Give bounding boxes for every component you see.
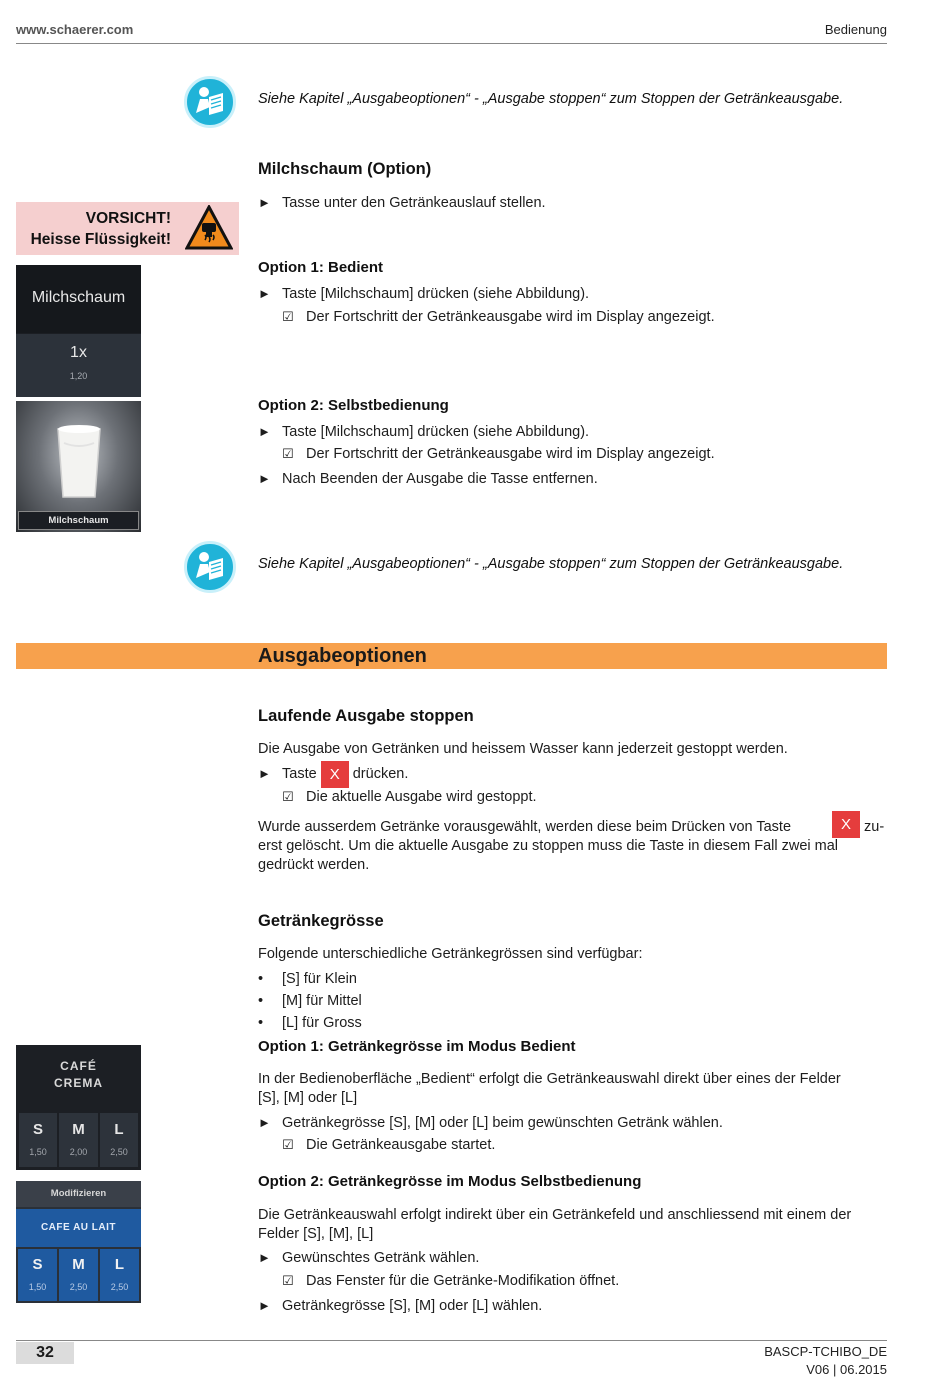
option2-step: ► Taste [Milchschaum] drücken (siehe Abbildung). <box>258 424 590 440</box>
size-price: 1,50 <box>28 1282 47 1292</box>
option1-step: ► Taste [Milchschaum] drücken (siehe Abbildung). <box>258 286 590 302</box>
stop-intro: Die Ausgabe von Getränken und heissem Wasser kann jederzeit gestoppt werden. <box>258 741 788 757</box>
stop-x-button-inline[interactable]: X <box>832 811 860 838</box>
aulait-size-m-button[interactable] <box>59 1249 98 1301</box>
size-price: 2,50 <box>69 1282 88 1292</box>
size-option2-step2: ► Getränkegrösse [S], [M] oder [L] wählen. <box>258 1298 543 1314</box>
size-option1-step: ► Getränkegrösse [S], [M] oder [L] beim gewünschten Getränk wählen. <box>258 1115 723 1131</box>
hot-liquid-warning-icon <box>185 205 233 251</box>
crema-size-l-button[interactable] <box>100 1113 138 1167</box>
manual-info-icon <box>184 541 236 593</box>
option2-self-title: Option 2: Selbstbedienung <box>258 397 449 414</box>
size-intro: Folgende unterschiedliche Getränkegrössen sind verfügbar: <box>258 946 643 962</box>
milk-glass-icon <box>54 423 104 501</box>
milchschaum-button-label: Milchschaum <box>31 289 126 306</box>
milchschaum-quantity-button[interactable] <box>16 334 141 397</box>
stop-reference-note-2: Siehe Kapitel „Ausgabeoptionen“ - „Ausgabe stoppen“ zum Stoppen der Getränkeausgabe. <box>258 556 844 572</box>
size-letter: M <box>72 1256 85 1273</box>
stop-result: ☑ Die aktuelle Ausgabe wird gestoppt. <box>282 789 537 805</box>
size-option2-result: ☑ Das Fenster für die Getränke-Modifikation öffnet. <box>282 1273 620 1289</box>
option2-step-remove-cup: ► Nach Beenden der Ausgabe die Tasse entfernen. <box>258 471 598 487</box>
size-option1-para-l1: In der Bedienoberfläche „Bedient“ erfolgt die Getränkeauswahl direkt über eines der Felder <box>258 1071 841 1087</box>
milchschaum-self-label: Milchschaum <box>18 511 139 530</box>
header-divider <box>16 43 887 44</box>
milchschaum-title: Milchschaum (Option) <box>258 160 432 178</box>
document-id: BASCP-TCHIBO_DE <box>764 1344 887 1359</box>
stop-x-button[interactable]: X <box>321 761 349 788</box>
size-letter: S <box>32 1256 43 1273</box>
caution-box <box>16 202 239 255</box>
size-option2-title: Option 2: Getränkegrösse im Modus Selbstbedienung <box>258 1173 642 1190</box>
milchschaum-display <box>16 265 141 397</box>
size-item-m: • [M] für Mittel <box>258 993 362 1009</box>
size-price: 2,50 <box>110 1147 128 1157</box>
size-item-s: • [S] für Klein <box>258 971 357 987</box>
cafe-crema-title-l2: CREMA <box>54 1076 103 1090</box>
cafe-au-lait-modify-display <box>16 1181 141 1303</box>
size-item-l: • [L] für Gross <box>258 1015 362 1031</box>
stop-paragraph-line3: gedrückt werden. <box>258 857 370 873</box>
price-label: 1,20 <box>69 371 88 381</box>
stop-step: ► Taste X drücken. <box>258 760 408 788</box>
document-version: V06 | 06.2015 <box>806 1362 887 1377</box>
caution-heading: VORSICHT! <box>85 210 171 227</box>
option1-bedient-title: Option 1: Bedient <box>258 259 383 276</box>
size-letter: M <box>72 1121 85 1138</box>
section-header-bar <box>16 643 887 669</box>
size-price: 2,50 <box>110 1282 129 1292</box>
quantity-label: 1x <box>70 344 87 361</box>
stop-paragraph-hyphen: zu- <box>864 819 885 835</box>
cafe-crema-display <box>16 1045 141 1170</box>
aulait-size-l-button[interactable] <box>100 1249 139 1301</box>
page-number: 32 <box>16 1342 74 1364</box>
crema-size-m-button[interactable] <box>59 1113 98 1167</box>
size-price: 1,50 <box>29 1147 47 1157</box>
step-place-cup: ► Tasse unter den Getränkeauslauf stellen. <box>258 195 546 211</box>
cafe-crema-title-l1: CAFÉ <box>60 1059 97 1073</box>
size-option2-para-l1: Die Getränkeauswahl erfolgt indirekt über ein Getränkefeld und anschliessend mit einem der <box>258 1207 852 1223</box>
option2-result: ☑ Der Fortschritt der Getränkeausgabe wird im Display angezeigt. <box>282 446 715 462</box>
option1-result: ☑ Der Fortschritt der Getränkeausgabe wird im Display angezeigt. <box>282 309 715 325</box>
size-option1-title: Option 1: Getränkegrösse im Modus Bedient <box>258 1038 576 1055</box>
stop-paragraph-line1: Wurde ausserdem Getränke vorausgewählt, werden diese beim Drücken von Taste <box>258 819 792 835</box>
size-letter: S <box>32 1121 43 1138</box>
size-letter: L <box>114 1121 124 1138</box>
cafe-au-lait-title: CAFE AU LAIT <box>16 1209 141 1247</box>
size-option2-step1: ► Gewünschtes Getränk wählen. <box>258 1250 480 1266</box>
size-option2-para-l2: Felder [S], [M], [L] <box>258 1226 374 1242</box>
caution-text: Heisse Flüssigkeit! <box>30 231 171 248</box>
chapter-title: Bedienung <box>824 22 887 37</box>
crema-size-s-button[interactable] <box>19 1113 57 1167</box>
stop-title: Laufende Ausgabe stoppen <box>258 707 474 725</box>
stop-reference-note: Siehe Kapitel „Ausgabeoptionen“ - „Ausgabe stoppen“ zum Stoppen der Getränkeausgabe. <box>258 91 844 107</box>
manual-info-icon <box>184 76 236 128</box>
size-option1-para-l2: [S], [M] oder [L] <box>258 1090 358 1106</box>
size-option1-result: ☑ Die Getränkeausgabe startet. <box>282 1137 496 1153</box>
modify-header: Modifizieren <box>16 1181 141 1207</box>
section-title: Ausgabeoptionen <box>258 645 427 667</box>
stop-paragraph-line2: erst gelöscht. Um die aktuelle Ausgabe zu stoppen muss die Taste in diesem Fall zwei mal <box>258 838 839 854</box>
milchschaum-self-service-button[interactable] <box>16 401 141 532</box>
aulait-size-s-button[interactable] <box>18 1249 57 1301</box>
size-title: Getränkegrösse <box>258 912 384 930</box>
size-price: 2,00 <box>69 1147 88 1157</box>
size-letter: L <box>114 1256 125 1273</box>
footer-divider <box>16 1340 887 1341</box>
website-url: www.schaerer.com <box>16 22 134 37</box>
